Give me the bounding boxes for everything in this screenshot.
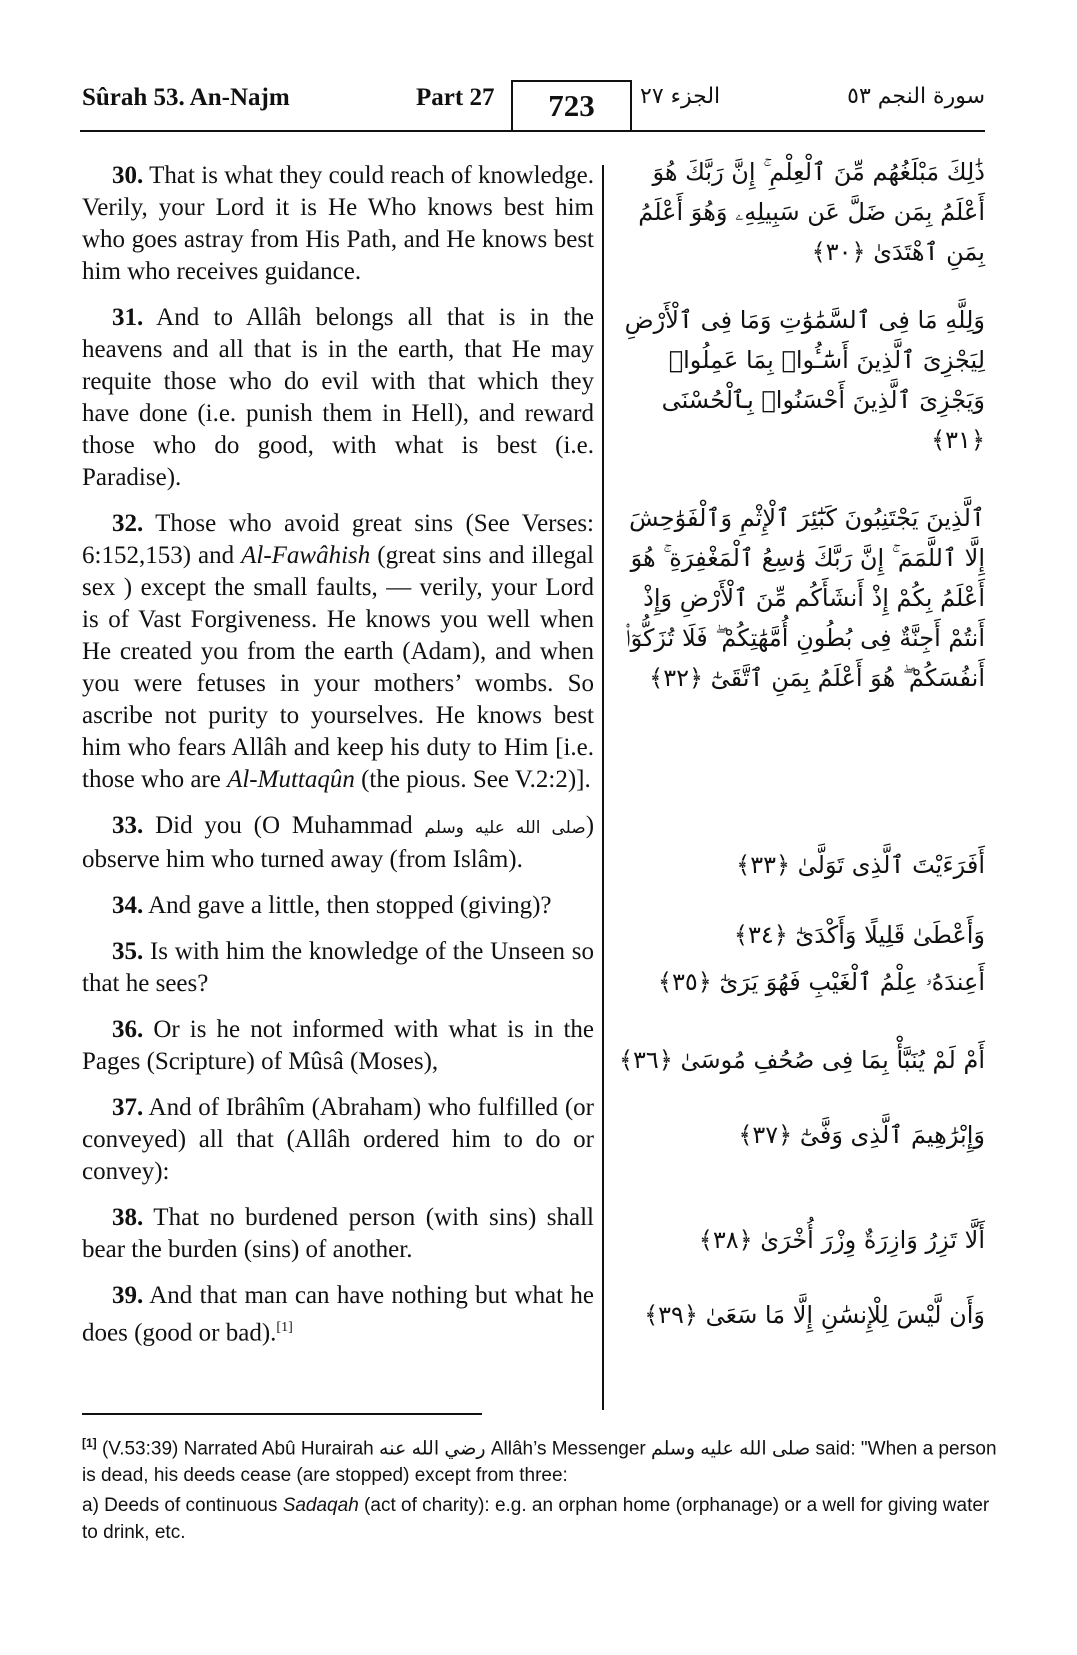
footnote-marker: [1] — [82, 1436, 97, 1450]
part-label: Part 27 — [416, 84, 495, 111]
footnote-item-a: a) Deeds of continuous Sadaqah (act of charity): e.g. an orphan home (orphanage) or a well for giving water to drink, etc. — [82, 1495, 990, 1543]
footnote-arabic-1: رضي الله عنه — [379, 1438, 486, 1460]
verse-38: 38. That no burdened person (with sins) shall bear the burden (sins) of another. — [82, 1204, 594, 1263]
arabic-verse-37: وَإِبْرَٰهِيمَ ٱلَّذِى وَفَّىٰٓ ﴿٣٧﴾ — [738, 1121, 985, 1149]
arabic-juz-label: الجزء ٢٧ — [640, 84, 721, 109]
header-divider — [80, 130, 985, 132]
footnote-divider — [82, 1413, 482, 1415]
arabic-verse-30: ذَٰلِكَ مَبْلَغُهُم مِّنَ ٱلْعِلْمِ ۚ إِنَّ رَبَّكَ هُوَ أَعْلَمُ بِمَن ضَلَّ عَن سَبِيلِهِۦ وَهُوَ أَعْلَمُ بِمَنِ ٱهْتَدَىٰ ﴿٣٠﴾ — [638, 158, 985, 266]
column-divider — [602, 165, 604, 1410]
page-number: 723 — [511, 80, 632, 130]
verse-37: 37. And of Ibrâhîm (Abraham) who fulfilled (or conveyed) all that (Allâh ordered him to do or convey): — [82, 1094, 594, 1185]
arabic-surah-title: سورة النجم ٥٣ — [847, 84, 985, 109]
arabic-verse-38: أَلَّا تَزِرُ وَازِرَةٌ وِزْرَ أُخْرَىٰ ﴿٣٨﴾ — [698, 1226, 985, 1254]
verse-34: 34. And gave a little, then stopped (giving)? — [112, 892, 552, 919]
verse-35: 35. Is with him the knowledge of the Unseen so that he sees? — [82, 938, 595, 997]
salutation-arabic: صلى الله عليه وسلم — [424, 818, 586, 838]
verse-39: 39. And that man can have nothing but what he does (good or bad).[1] — [82, 1282, 594, 1347]
translation-column — [82, 160, 594, 1363]
arabic-verse-36: أَمْ لَمْ يُنَبَّأْ بِمَا فِى صُحُفِ مُوسَىٰ ﴿٣٦﴾ — [618, 1046, 985, 1074]
verse-31: 31. And to Allâh belongs all that is in the heavens and all that is in the earth, that He may requite those who do evil with that which they have done (i.e. punish them in Hell), and reward those who do good, with what is best (i.e. Paradise). — [82, 304, 594, 491]
verse-36: 36. Or is he not informed with what is in the Pages (Scripture) of Mûsâ (Moses), — [82, 1016, 594, 1075]
arabic-verse-39: وَأَن لَّيْسَ لِلْإِنسَٰنِ إِلَّا مَا سَعَىٰ ﴿٣٩﴾ — [644, 1301, 985, 1329]
footnote-1: [1] (V.53:39) Narrated Abû Hurairah رضي الله عنه Allâh’s Messenger صلى الله عليه وسلم said: "When a person is dead, his deeds cease (are stopped) except from three: — [82, 1436, 997, 1487]
footnote-arabic-2: صلى الله عليه وسلم — [651, 1438, 811, 1460]
arabic-verse-35: أَعِندَهُۥ عِلْمُ ٱلْغَيْبِ فَهُوَ يَرَىٰٓ ﴿٣٥﴾ — [657, 968, 985, 996]
verse-32: 32. Those who avoid great sins (See Verses: 6:152,153) and Al-Fawâhish (great sins and illegal sex ) except the small faults, — verily, your Lord is of Vast Forgiveness. He knows you well when He created you from the earth (Adam), and when you were fetuses in your mothers’ wombs. So ascribe not purity to yourselves. He knows best him who fears Allâh and keep his duty to Him [i.e. those who are Al-Muttaqûn (the pious. See V.2:2)]. — [82, 510, 595, 793]
arabic-verse-31: وَلِلَّهِ مَا فِى ٱلسَّمَٰوَٰتِ وَمَا فِى ٱلْأَرْضِ لِيَجْزِىَ ٱلَّذِينَ أَسَٰٓـُٔوا۟ بِمَا عَمِلُوا۟ وَيَجْزِىَ ٱلَّذِينَ أَحْسَنُوا۟ بِٱلْحُسْنَى ﴿٣١﴾ — [624, 306, 985, 454]
footnote-ref: [1] — [276, 1320, 293, 1335]
arabic-verse-34: وَأَعْطَىٰ قَلِيلًا وَأَكْدَىٰٓ ﴿٣٤﴾ — [733, 921, 985, 949]
verse-33: 33. Did you (O Muhammad صلى الله عليه وسلم) observe him who turned away (from Islâm). — [82, 812, 595, 873]
arabic-verse-33: أَفَرَءَيْتَ ٱلَّذِى تَوَلَّىٰ ﴿٣٣﴾ — [736, 851, 985, 879]
surah-title: Sûrah 53. An-Najm — [82, 84, 290, 111]
arabic-verse-32: ٱلَّذِينَ يَجْتَنِبُونَ كَبَٰٓئِرَ ٱلْإِثْمِ وَٱلْفَوَٰحِشَ إِلَّا ٱللَّمَمَ ۚ إِنَّ رَبَّكَ وَٰسِعُ ٱلْمَغْفِرَةِ ۚ هُوَ أَعْلَمُ بِكُمْ إِذْ أَنشَأَكُم مِّنَ ٱلْأَرْضِ وَإِذْ أَنتُمْ أَجِنَّةٌ فِى بُطُونِ أُمَّهَٰتِكُمْ ۖ فَلَا تُزَكُّوٓا۟ أَنفُسَكُمْ ۖ هُوَ أَعْلَمُ بِمَنِ ٱتَّقَىٰٓ ﴿٣٢﴾ — [625, 504, 985, 692]
verse-30: 30. That is what they could reach of knowledge. Verily, your Lord it is He Who knows best him who goes astray from His Path, and He knows best him who receives guidance. — [82, 162, 594, 285]
